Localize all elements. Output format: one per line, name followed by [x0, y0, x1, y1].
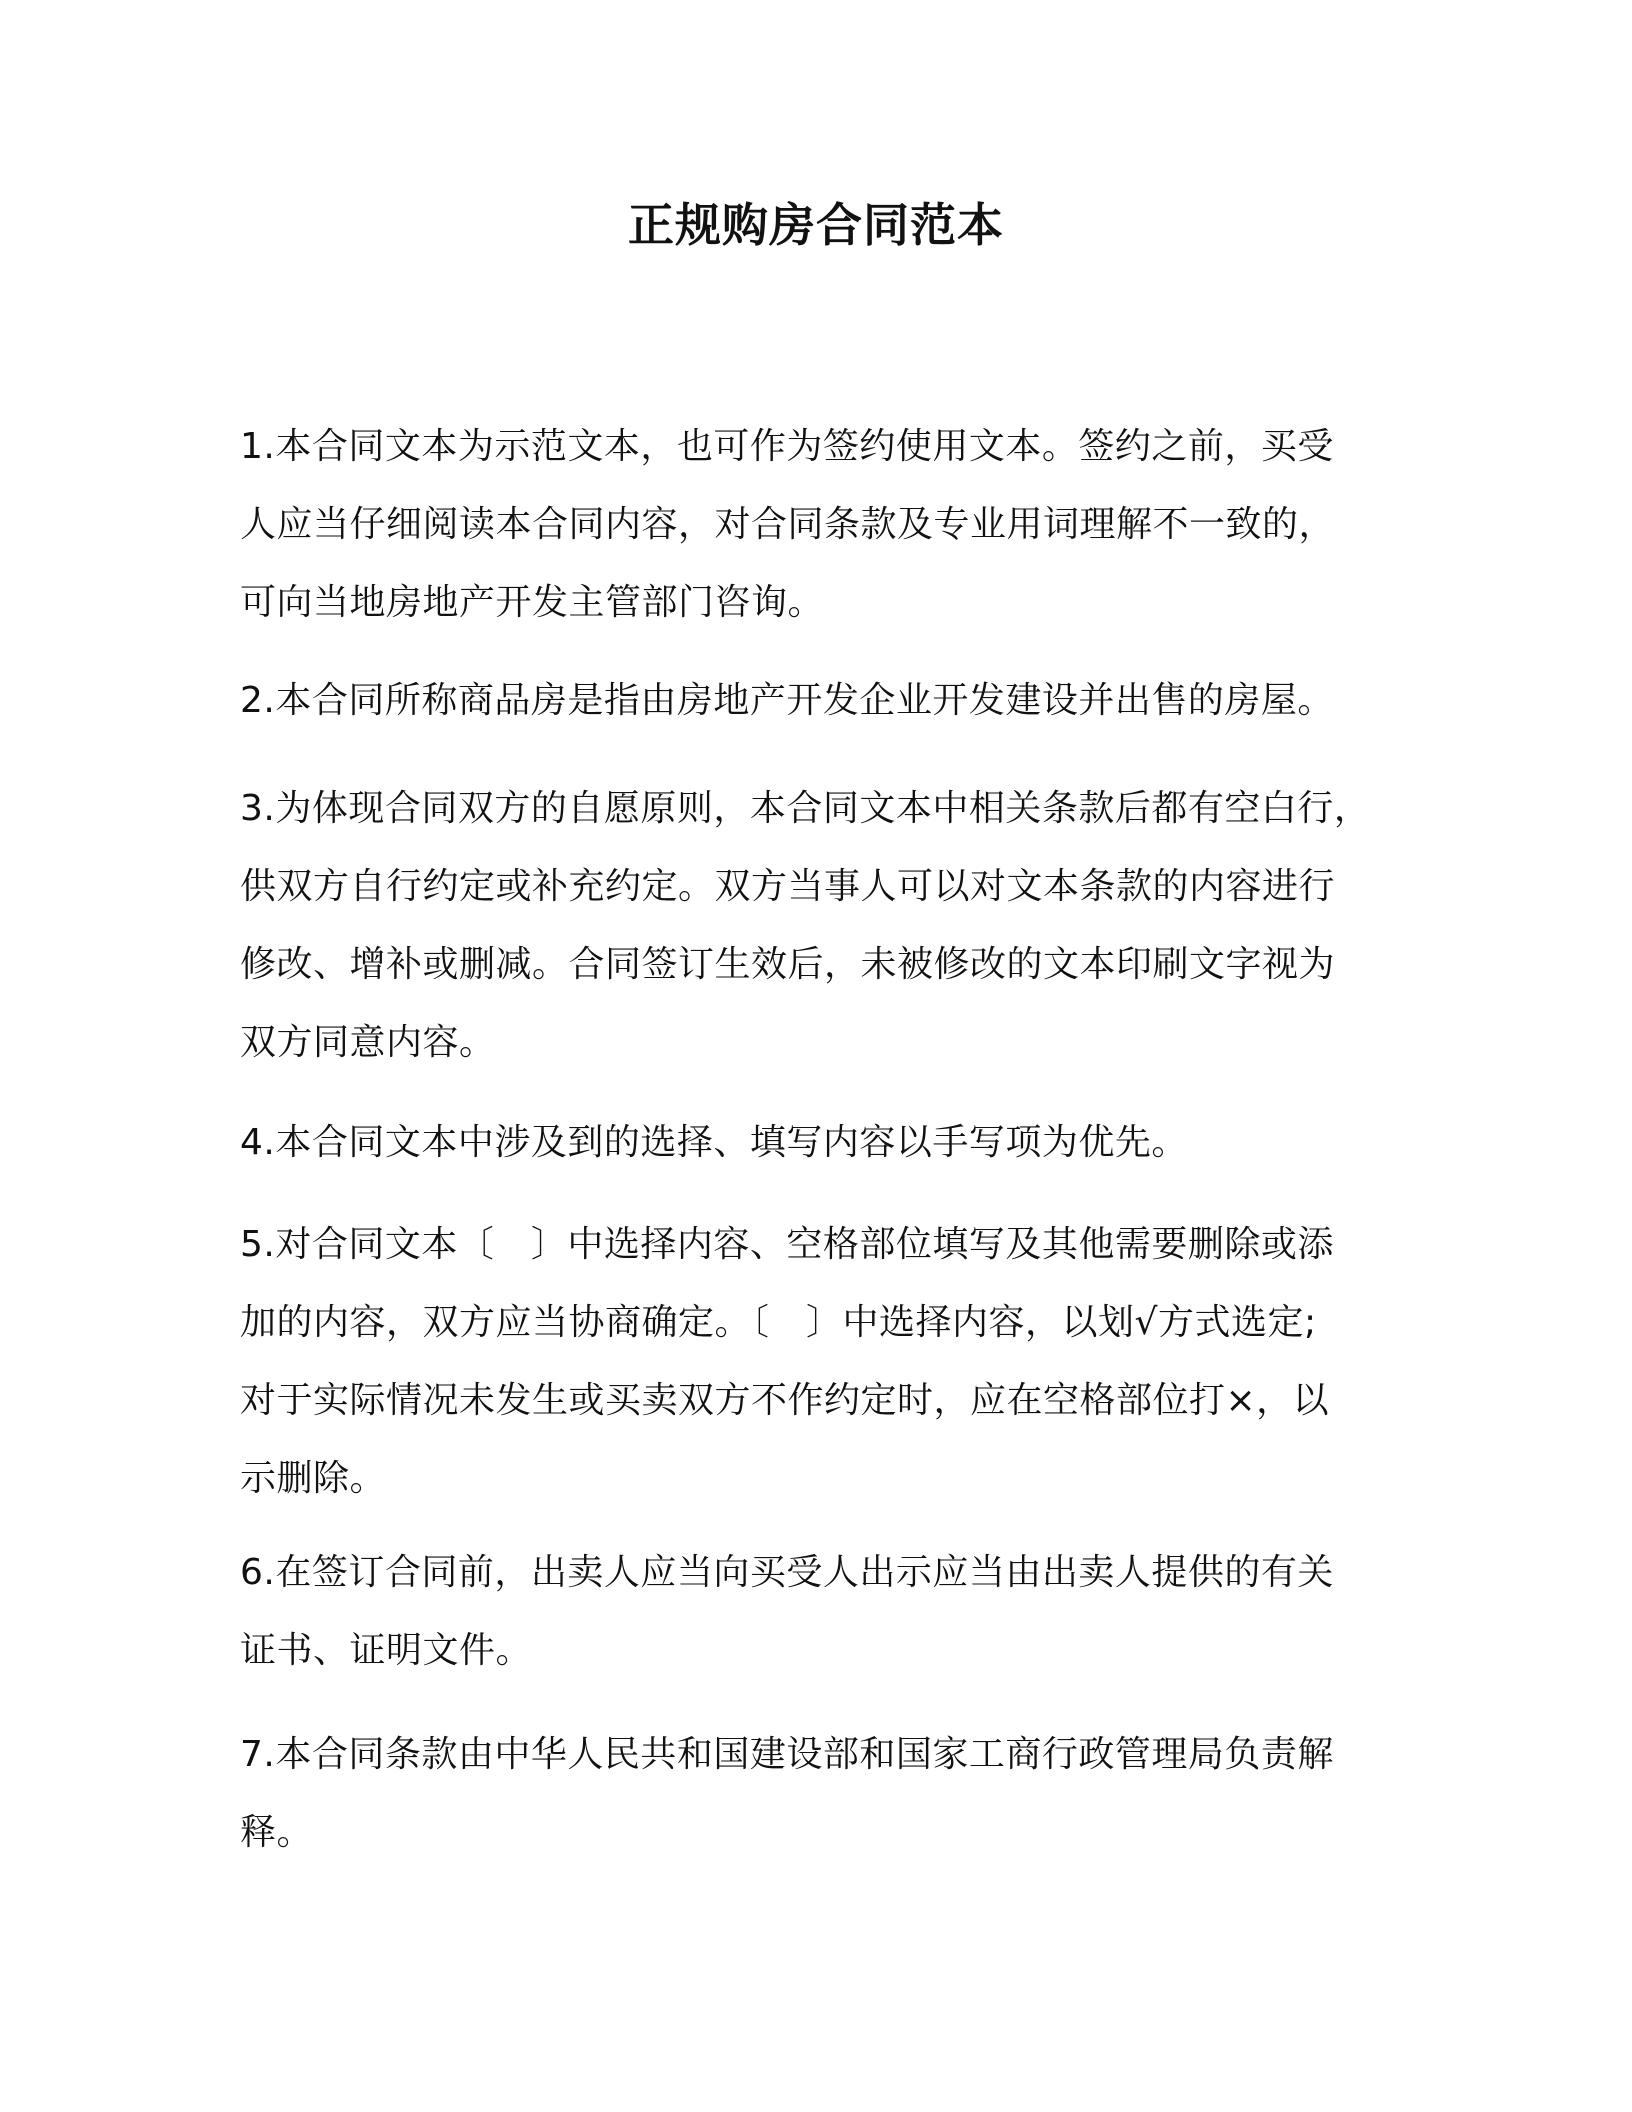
clause-line: 双方同意内容。 [240, 1022, 496, 1063]
clause-line: 加的内容，双方应当协商确定。〔 〕中选择内容，以划√方式选定; [240, 1302, 1317, 1343]
clause-6 [240, 1534, 1370, 1690]
clause-line: 3.为体现合同双方的自愿原则，本合同文本中相关条款后都有空白行， [240, 788, 1371, 829]
clause-line: 证书、证明文件。 [240, 1630, 533, 1671]
clause-line: 4.本合同文本中涉及到的选择、填写内容以手写项为优先。 [240, 1122, 1188, 1163]
clause-line: 6.在签订合同前，出卖人应当向买受人出示应当由出卖人提供的有关 [240, 1552, 1334, 1593]
clause-line: 释。 [240, 1812, 314, 1853]
clause-line: 2.本合同所称商品房是指由房地产开发企业开发建设并出售的房屋。 [240, 680, 1334, 721]
document-title: 正规购房合同范本 [628, 198, 1004, 252]
clause-2 [240, 662, 1370, 740]
clause-line: 可向当地房地产开发主管部门咨询。 [240, 582, 825, 623]
clause-5 [240, 1206, 1370, 1518]
clause-line: 供双方自行约定或补充约定。双方当事人可以对文本条款的内容进行 [240, 866, 1336, 907]
clause-line: 对于实际情况未发生或买卖双方不作约定时，应在空格部位打×，以 [240, 1380, 1330, 1421]
clause-line: 修改、增补或删减。合同签订生效后，未被修改的文本印刷文字视为 [240, 944, 1336, 985]
clause-line: 5.对合同文本〔 〕中选择内容、空格部位填写及其他需要删除或添 [240, 1224, 1334, 1265]
clause-line: 人应当仔细阅读本合同内容，对合同条款及专业用词理解不一致的， [240, 504, 1336, 545]
clause-line: 示删除。 [240, 1458, 387, 1499]
clause-3 [240, 770, 1370, 1082]
clause-7 [240, 1716, 1370, 1872]
clause-4 [240, 1104, 1370, 1182]
clause-1 [240, 408, 1370, 642]
clause-line: 1.本合同文本为示范文本，也可作为签约使用文本。签约之前，买受 [240, 426, 1334, 467]
clause-line: 7.本合同条款由中华人民共和国建设部和国家工商行政管理局负责解 [240, 1734, 1334, 1775]
